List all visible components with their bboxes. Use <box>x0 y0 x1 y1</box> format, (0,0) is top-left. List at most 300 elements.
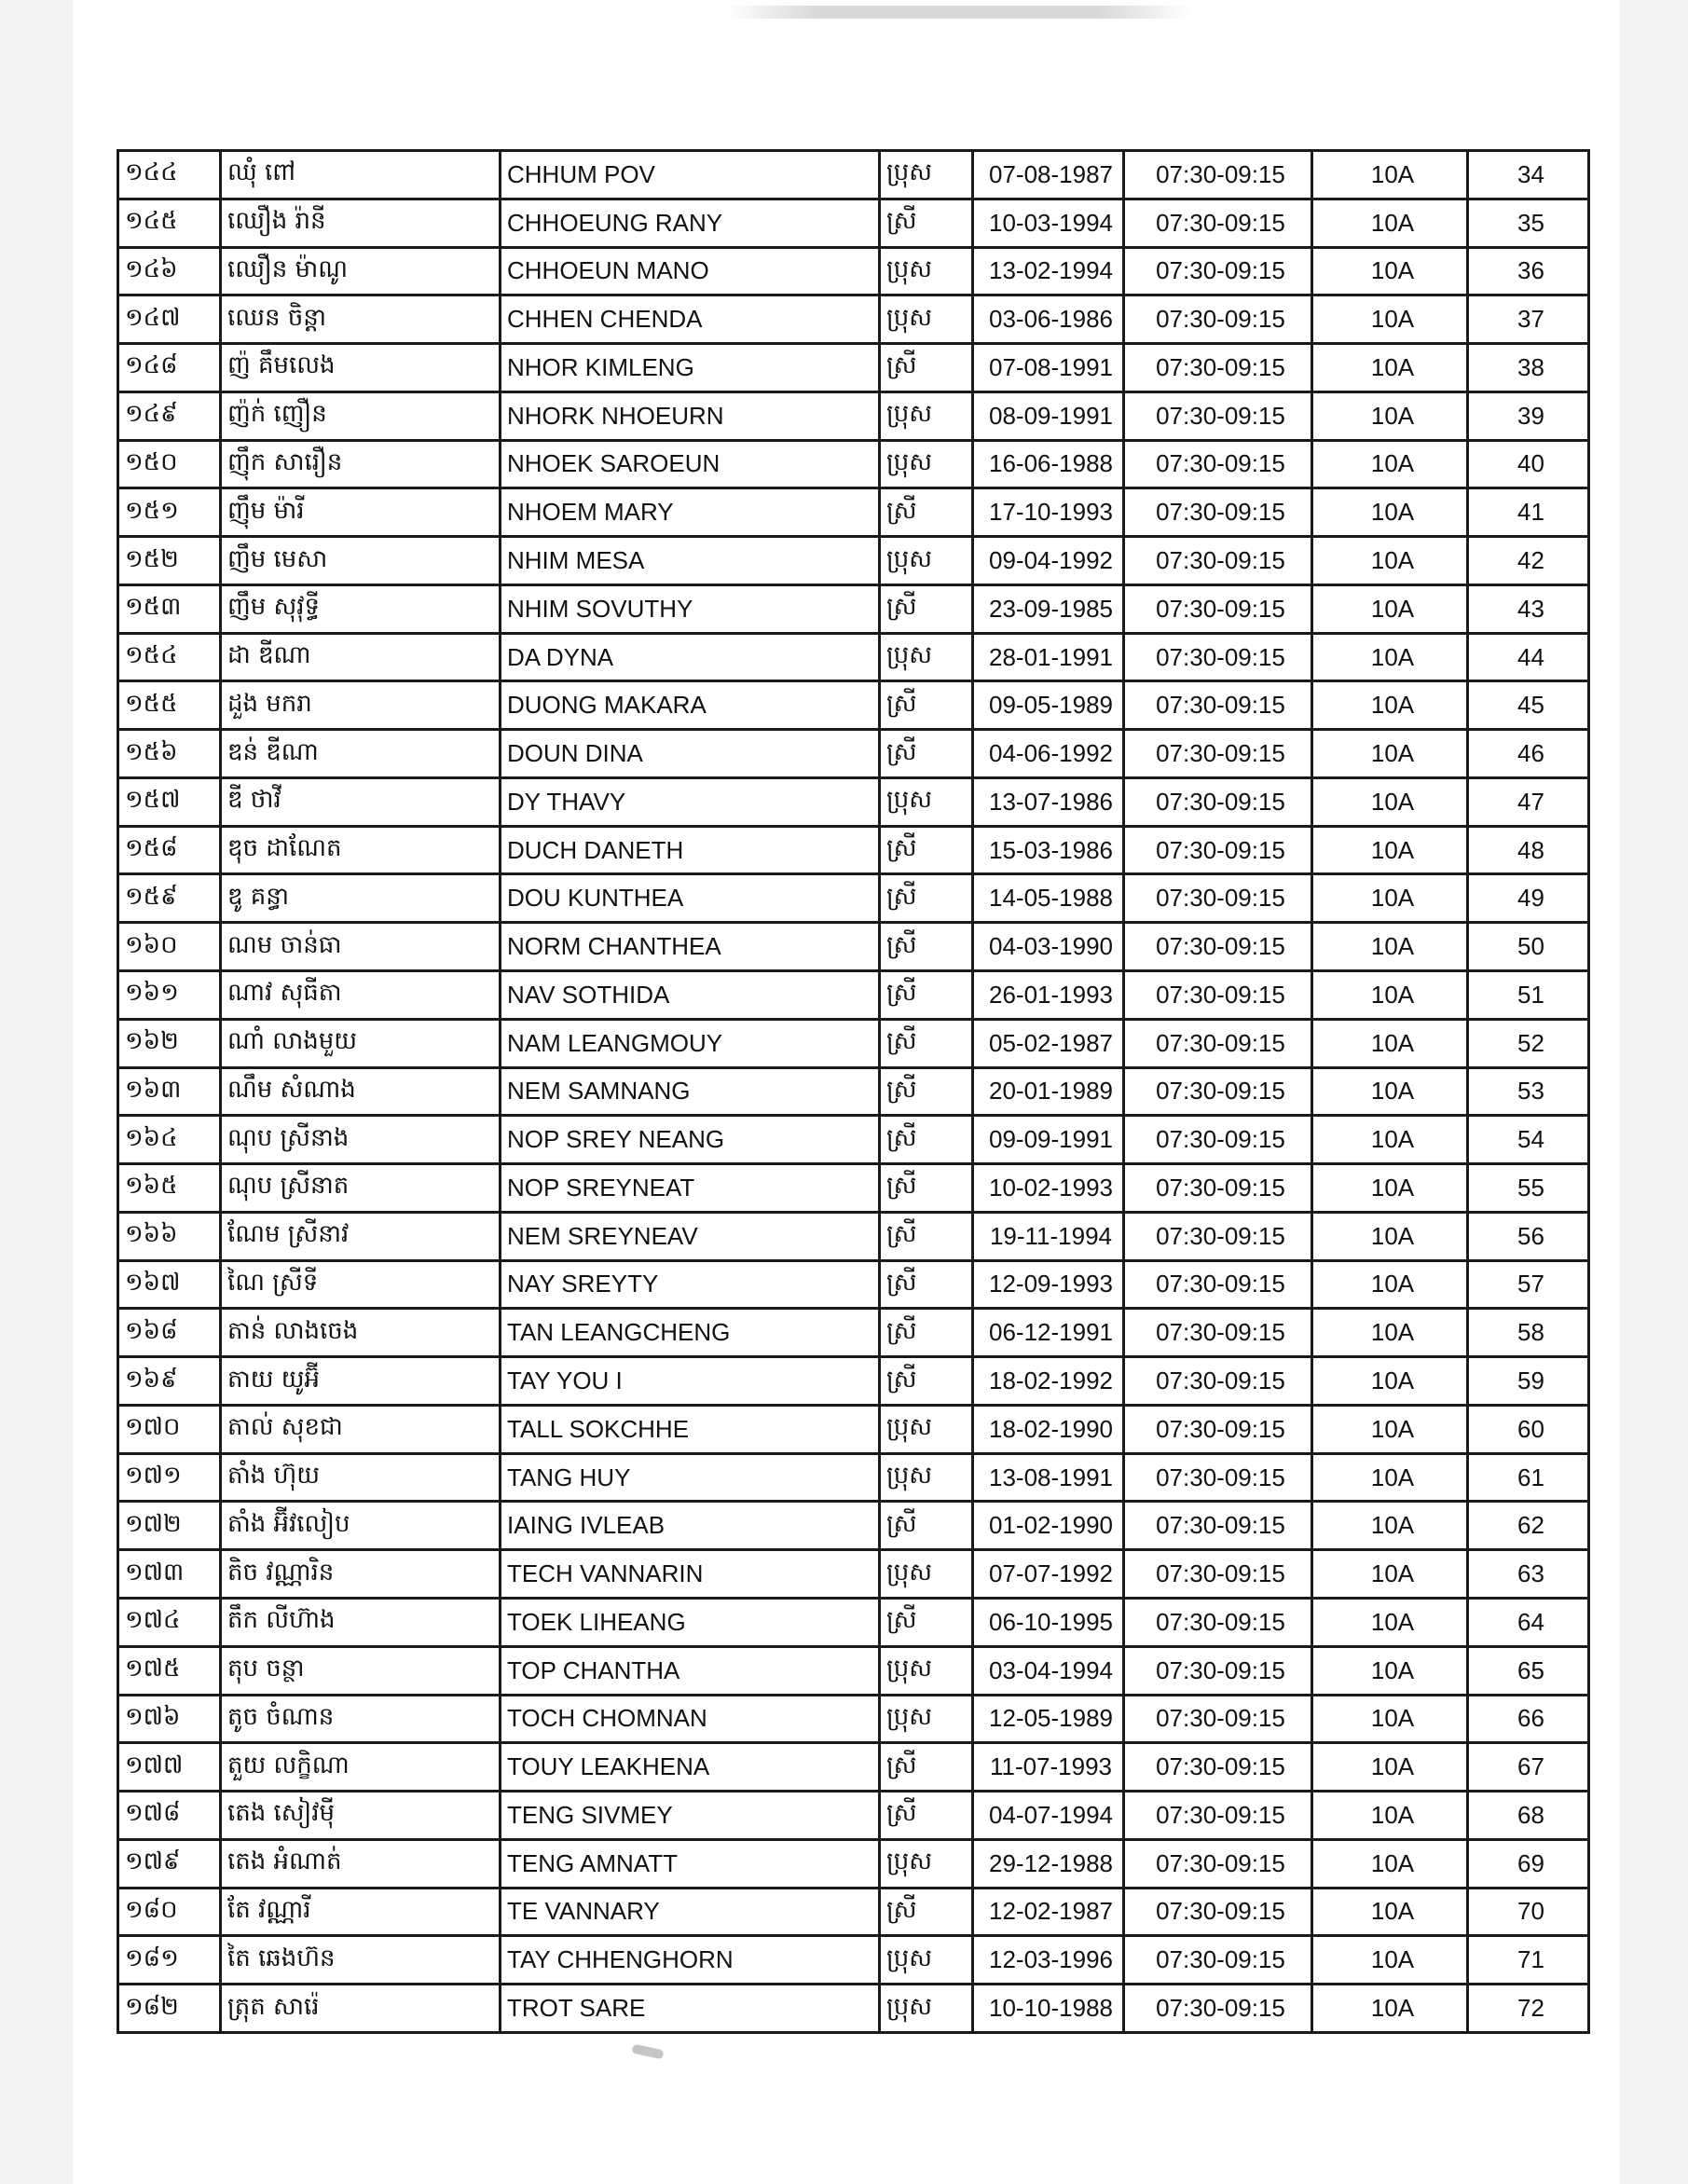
khmer-name-cell: ញឹម សុវុទ្ធី <box>221 584 501 633</box>
sex-cell: ស្រី <box>880 1502 973 1550</box>
room-cell: 10A <box>1312 199 1468 247</box>
scan-speck <box>631 2044 664 2060</box>
khmer-name-cell: ឈេន ចិន្តា <box>221 295 501 344</box>
date-of-birth-cell: 17-10-1993 <box>973 488 1124 537</box>
latin-name-cell: DOUN DINA <box>501 730 880 778</box>
khmer-name-cell: តុប ចន្ថា <box>221 1646 501 1695</box>
exam-time-cell: 07:30-09:15 <box>1124 584 1312 633</box>
row-number-cell: ១៦៨ <box>118 1309 221 1357</box>
exam-time-cell: 07:30-09:15 <box>1124 1067 1312 1116</box>
sex-cell: ប្រុស <box>880 1646 973 1695</box>
khmer-name-cell: ណុប ស្រីនាង <box>221 1116 501 1164</box>
latin-name-cell: TALL SOKCHHE <box>501 1405 880 1453</box>
room-cell: 10A <box>1312 1936 1468 1985</box>
latin-name-cell: TOEK LIHEANG <box>501 1598 880 1646</box>
room-cell: 10A <box>1312 1792 1468 1840</box>
khmer-name-cell: ដា ឌីណា <box>221 633 501 681</box>
sex-cell: ប្រុស <box>880 1839 973 1888</box>
latin-name-cell: NHOR KIMLENG <box>501 344 880 392</box>
seat-number-cell: 54 <box>1468 1116 1589 1164</box>
exam-time-cell: 07:30-09:15 <box>1124 1646 1312 1695</box>
latin-name-cell: DUONG MAKARA <box>501 681 880 730</box>
date-of-birth-cell: 13-07-1986 <box>973 777 1124 826</box>
exam-time-cell: 07:30-09:15 <box>1124 1164 1312 1213</box>
row-number-cell: ១៥៧ <box>118 777 221 826</box>
sex-cell: ស្រី <box>880 1309 973 1357</box>
exam-time-cell: 07:30-09:15 <box>1124 681 1312 730</box>
date-of-birth-cell: 23-09-1985 <box>973 584 1124 633</box>
khmer-name-cell: ណៃ ស្រីទី <box>221 1260 501 1309</box>
sex-cell: ស្រី <box>880 1212 973 1260</box>
table-row <box>118 874 1589 923</box>
table-row <box>118 1646 1589 1695</box>
row-number-cell: ១៤៦ <box>118 247 221 295</box>
khmer-name-cell: តូច ចំណាន <box>221 1695 501 1743</box>
room-cell: 10A <box>1312 1357 1468 1406</box>
table-row <box>118 971 1589 1020</box>
row-number-cell: ១៦៤ <box>118 1116 221 1164</box>
table-row <box>118 1405 1589 1453</box>
row-number-cell: ១៥១ <box>118 488 221 537</box>
date-of-birth-cell: 09-09-1991 <box>973 1116 1124 1164</box>
latin-name-cell: TAY CHHENGHORN <box>501 1936 880 1985</box>
room-cell: 10A <box>1312 247 1468 295</box>
row-number-cell: ១៨២ <box>118 1985 221 2033</box>
date-of-birth-cell: 18-02-1990 <box>973 1405 1124 1453</box>
row-number-cell: ១៤៨ <box>118 344 221 392</box>
row-number-cell: ១៧៤ <box>118 1598 221 1646</box>
room-cell: 10A <box>1312 1212 1468 1260</box>
row-number-cell: ១៥៦ <box>118 730 221 778</box>
table-row <box>118 584 1589 633</box>
latin-name-cell: DA DYNA <box>501 633 880 681</box>
room-cell: 10A <box>1312 681 1468 730</box>
exam-time-cell: 07:30-09:15 <box>1124 1019 1312 1067</box>
room-cell: 10A <box>1312 151 1468 199</box>
seat-number-cell: 49 <box>1468 874 1589 923</box>
exam-time-cell: 07:30-09:15 <box>1124 1695 1312 1743</box>
seat-number-cell: 58 <box>1468 1309 1589 1357</box>
room-cell: 10A <box>1312 1067 1468 1116</box>
seat-number-cell: 63 <box>1468 1550 1589 1599</box>
sex-cell: ប្រុស <box>880 1405 973 1453</box>
date-of-birth-cell: 28-01-1991 <box>973 633 1124 681</box>
table-row <box>118 440 1589 488</box>
date-of-birth-cell: 07-08-1987 <box>973 151 1124 199</box>
exam-time-cell: 07:30-09:15 <box>1124 1309 1312 1357</box>
seat-number-cell: 46 <box>1468 730 1589 778</box>
row-number-cell: ១៤៤ <box>118 151 221 199</box>
table-row <box>118 1550 1589 1599</box>
room-cell: 10A <box>1312 1550 1468 1599</box>
latin-name-cell: TANG HUY <box>501 1453 880 1502</box>
date-of-birth-cell: 18-02-1992 <box>973 1357 1124 1406</box>
seat-number-cell: 35 <box>1468 199 1589 247</box>
room-cell: 10A <box>1312 1695 1468 1743</box>
table-row <box>118 1212 1589 1260</box>
date-of-birth-cell: 10-02-1993 <box>973 1164 1124 1213</box>
row-number-cell: ១៥៥ <box>118 681 221 730</box>
khmer-name-cell: ណាំ លាងមួយ <box>221 1019 501 1067</box>
seat-number-cell: 59 <box>1468 1357 1589 1406</box>
latin-name-cell: DUCH DANETH <box>501 826 880 874</box>
sex-cell: ស្រី <box>880 488 973 537</box>
table-row <box>118 537 1589 585</box>
exam-time-cell: 07:30-09:15 <box>1124 826 1312 874</box>
date-of-birth-cell: 12-05-1989 <box>973 1695 1124 1743</box>
room-cell: 10A <box>1312 1309 1468 1357</box>
table-row <box>118 1164 1589 1213</box>
room-cell: 10A <box>1312 1019 1468 1067</box>
khmer-name-cell: ដួង មករា <box>221 681 501 730</box>
sex-cell: ប្រុស <box>880 440 973 488</box>
seat-number-cell: 61 <box>1468 1453 1589 1502</box>
khmer-name-cell: តេង អំណាត់ <box>221 1839 501 1888</box>
khmer-name-cell: ឌន់ ឌីណា <box>221 730 501 778</box>
room-cell: 10A <box>1312 295 1468 344</box>
sex-cell: ស្រី <box>880 874 973 923</box>
exam-time-cell: 07:30-09:15 <box>1124 1212 1312 1260</box>
sex-cell: ស្រី <box>880 1792 973 1840</box>
khmer-name-cell: តួយ លក្ខិណា <box>221 1743 501 1792</box>
exam-time-cell: 07:30-09:15 <box>1124 874 1312 923</box>
latin-name-cell: TECH VANNARIN <box>501 1550 880 1599</box>
latin-name-cell: NOP SREY NEANG <box>501 1116 880 1164</box>
latin-name-cell: NHIM SOVUTHY <box>501 584 880 633</box>
exam-time-cell: 07:30-09:15 <box>1124 1502 1312 1550</box>
latin-name-cell: CHHOEUNG RANY <box>501 199 880 247</box>
room-cell: 10A <box>1312 1405 1468 1453</box>
exam-time-cell: 07:30-09:15 <box>1124 971 1312 1020</box>
table-row <box>118 151 1589 199</box>
latin-name-cell: NOP SREYNEAT <box>501 1164 880 1213</box>
sex-cell: ស្រី <box>880 1019 973 1067</box>
room-cell: 10A <box>1312 923 1468 971</box>
room-cell: 10A <box>1312 440 1468 488</box>
exam-time-cell: 07:30-09:15 <box>1124 923 1312 971</box>
date-of-birth-cell: 04-06-1992 <box>973 730 1124 778</box>
exam-time-cell: 07:30-09:15 <box>1124 1453 1312 1502</box>
khmer-name-cell: ញឹម មេសា <box>221 537 501 585</box>
table-row <box>118 1502 1589 1550</box>
table-row <box>118 1309 1589 1357</box>
row-number-cell: ១៥៩ <box>118 874 221 923</box>
date-of-birth-cell: 13-08-1991 <box>973 1453 1124 1502</box>
room-cell: 10A <box>1312 1164 1468 1213</box>
seat-number-cell: 57 <box>1468 1260 1589 1309</box>
row-number-cell: ១៨១ <box>118 1936 221 1985</box>
table-row <box>118 1888 1589 1936</box>
khmer-name-cell: ឌុច ដាណែត <box>221 826 501 874</box>
sex-cell: ស្រី <box>880 1164 973 1213</box>
sex-cell: ប្រុស <box>880 777 973 826</box>
row-number-cell: ១៧៨ <box>118 1792 221 1840</box>
latin-name-cell: NHOEM MARY <box>501 488 880 537</box>
exam-time-cell: 07:30-09:15 <box>1124 537 1312 585</box>
room-cell: 10A <box>1312 730 1468 778</box>
row-number-cell: ១៨០ <box>118 1888 221 1936</box>
room-cell: 10A <box>1312 826 1468 874</box>
table-row <box>118 1116 1589 1164</box>
seat-number-cell: 72 <box>1468 1985 1589 2033</box>
date-of-birth-cell: 16-06-1988 <box>973 440 1124 488</box>
seat-number-cell: 37 <box>1468 295 1589 344</box>
date-of-birth-cell: 09-05-1989 <box>973 681 1124 730</box>
khmer-name-cell: ញ៉ឹម ម៉ារី <box>221 488 501 537</box>
sex-cell: ស្រី <box>880 923 973 971</box>
room-cell: 10A <box>1312 537 1468 585</box>
date-of-birth-cell: 12-09-1993 <box>973 1260 1124 1309</box>
table-row <box>118 633 1589 681</box>
exam-time-cell: 07:30-09:15 <box>1124 440 1312 488</box>
sex-cell: ស្រី <box>880 971 973 1020</box>
seat-number-cell: 67 <box>1468 1743 1589 1792</box>
table-row <box>118 923 1589 971</box>
table-row <box>118 826 1589 874</box>
table-row <box>118 1019 1589 1067</box>
sex-cell: ស្រី <box>880 344 973 392</box>
date-of-birth-cell: 13-02-1994 <box>973 247 1124 295</box>
seat-number-cell: 41 <box>1468 488 1589 537</box>
table-row <box>118 295 1589 344</box>
date-of-birth-cell: 06-10-1995 <box>973 1598 1124 1646</box>
latin-name-cell: NEM SAMNANG <box>501 1067 880 1116</box>
exam-time-cell: 07:30-09:15 <box>1124 1550 1312 1599</box>
table-row <box>118 199 1589 247</box>
date-of-birth-cell: 04-07-1994 <box>973 1792 1124 1840</box>
table-row <box>118 247 1589 295</box>
sex-cell: ប្រុស <box>880 391 973 440</box>
room-cell: 10A <box>1312 1502 1468 1550</box>
khmer-name-cell: តាំង ហ៊ុយ <box>221 1453 501 1502</box>
latin-name-cell: TAY YOU I <box>501 1357 880 1406</box>
latin-name-cell: NHORK NHOEURN <box>501 391 880 440</box>
latin-name-cell: NHOEK SAROEUN <box>501 440 880 488</box>
sex-cell: ប្រុស <box>880 295 973 344</box>
seat-number-cell: 56 <box>1468 1212 1589 1260</box>
exam-time-cell: 07:30-09:15 <box>1124 151 1312 199</box>
seat-number-cell: 47 <box>1468 777 1589 826</box>
khmer-name-cell: តៃ ឆេងហ៊ន <box>221 1936 501 1985</box>
table-row <box>118 1357 1589 1406</box>
room-cell: 10A <box>1312 1260 1468 1309</box>
table-row <box>118 1936 1589 1985</box>
khmer-name-cell: ណឹម សំណាង <box>221 1067 501 1116</box>
latin-name-cell: TENG AMNATT <box>501 1839 880 1888</box>
khmer-name-cell: ណែម ស្រីនាវ <box>221 1212 501 1260</box>
seat-number-cell: 44 <box>1468 633 1589 681</box>
seat-number-cell: 64 <box>1468 1598 1589 1646</box>
seat-number-cell: 38 <box>1468 344 1589 392</box>
exam-time-cell: 07:30-09:15 <box>1124 199 1312 247</box>
khmer-name-cell: ណុប ស្រីនាត <box>221 1164 501 1213</box>
khmer-name-cell: ឈឿន ម៉ាណូ <box>221 247 501 295</box>
latin-name-cell: TOCH CHOMNAN <box>501 1695 880 1743</box>
row-number-cell: ១៧៥ <box>118 1646 221 1695</box>
sex-cell: ស្រី <box>880 826 973 874</box>
date-of-birth-cell: 19-11-1994 <box>973 1212 1124 1260</box>
khmer-name-cell: ណម ចាន់ធា <box>221 923 501 971</box>
exam-time-cell: 07:30-09:15 <box>1124 1260 1312 1309</box>
exam-time-cell: 07:30-09:15 <box>1124 633 1312 681</box>
khmer-name-cell: ត្រុត សារ៉េ <box>221 1985 501 2033</box>
seat-number-cell: 62 <box>1468 1502 1589 1550</box>
table-row <box>118 777 1589 826</box>
exam-time-cell: 07:30-09:15 <box>1124 1743 1312 1792</box>
date-of-birth-cell: 07-07-1992 <box>973 1550 1124 1599</box>
sex-cell: ប្រុស <box>880 1550 973 1599</box>
row-number-cell: ១៥៣ <box>118 584 221 633</box>
sex-cell: ប្រុស <box>880 537 973 585</box>
row-number-cell: ១៤៩ <box>118 391 221 440</box>
sex-cell: ស្រី <box>880 1116 973 1164</box>
seat-number-cell: 52 <box>1468 1019 1589 1067</box>
sex-cell: ស្រី <box>880 1743 973 1792</box>
row-number-cell: ១៧០ <box>118 1405 221 1453</box>
table-row <box>118 1453 1589 1502</box>
sex-cell: ស្រី <box>880 681 973 730</box>
date-of-birth-cell: 10-10-1988 <box>973 1985 1124 2033</box>
date-of-birth-cell: 08-09-1991 <box>973 391 1124 440</box>
date-of-birth-cell: 14-05-1988 <box>973 874 1124 923</box>
exam-time-cell: 07:30-09:15 <box>1124 1985 1312 2033</box>
room-cell: 10A <box>1312 633 1468 681</box>
row-number-cell: ១៦២ <box>118 1019 221 1067</box>
exam-time-cell: 07:30-09:15 <box>1124 344 1312 392</box>
row-number-cell: ១៧៧ <box>118 1743 221 1792</box>
sex-cell: ស្រី <box>880 199 973 247</box>
latin-name-cell: DOU KUNTHEA <box>501 874 880 923</box>
row-number-cell: ១៦៩ <box>118 1357 221 1406</box>
sex-cell: ប្រុស <box>880 151 973 199</box>
table-row <box>118 488 1589 537</box>
latin-name-cell: DY THAVY <box>501 777 880 826</box>
date-of-birth-cell: 03-06-1986 <box>973 295 1124 344</box>
table-row <box>118 1260 1589 1309</box>
row-number-cell: ១៤៧ <box>118 295 221 344</box>
khmer-name-cell: តាំង អ៊ីវលៀប <box>221 1502 501 1550</box>
seat-number-cell: 65 <box>1468 1646 1589 1695</box>
faded-header-text <box>725 6 1191 19</box>
latin-name-cell: TROT SARE <box>501 1985 880 2033</box>
seat-number-cell: 71 <box>1468 1936 1589 1985</box>
table-row <box>118 391 1589 440</box>
table-row <box>118 1985 1589 2033</box>
table-row <box>118 1792 1589 1840</box>
exam-time-cell: 07:30-09:15 <box>1124 1357 1312 1406</box>
khmer-name-cell: ណាវ សុធីតា <box>221 971 501 1020</box>
seat-number-cell: 68 <box>1468 1792 1589 1840</box>
latin-name-cell: NAV SOTHIDA <box>501 971 880 1020</box>
sex-cell: ស្រី <box>880 1598 973 1646</box>
room-cell: 10A <box>1312 584 1468 633</box>
sex-cell: ស្រី <box>880 1888 973 1936</box>
row-number-cell: ១៤៥ <box>118 199 221 247</box>
room-cell: 10A <box>1312 971 1468 1020</box>
row-number-cell: ១៦៦ <box>118 1212 221 1260</box>
seat-number-cell: 70 <box>1468 1888 1589 1936</box>
sex-cell: ស្រី <box>880 584 973 633</box>
table-row <box>118 681 1589 730</box>
date-of-birth-cell: 04-03-1990 <box>973 923 1124 971</box>
date-of-birth-cell: 06-12-1991 <box>973 1309 1124 1357</box>
seat-number-cell: 66 <box>1468 1695 1589 1743</box>
room-cell: 10A <box>1312 1839 1468 1888</box>
exam-time-cell: 07:30-09:15 <box>1124 1888 1312 1936</box>
row-number-cell: ១៧២ <box>118 1502 221 1550</box>
seat-number-cell: 36 <box>1468 247 1589 295</box>
seat-number-cell: 60 <box>1468 1405 1589 1453</box>
seat-number-cell: 50 <box>1468 923 1589 971</box>
row-number-cell: ១៧៩ <box>118 1839 221 1888</box>
row-number-cell: ១៥៤ <box>118 633 221 681</box>
sex-cell: ប្រុស <box>880 1695 973 1743</box>
sex-cell: ប្រុស <box>880 1936 973 1985</box>
row-number-cell: ១៦០ <box>118 923 221 971</box>
exam-time-cell: 07:30-09:15 <box>1124 391 1312 440</box>
khmer-name-cell: ញ៉ក់ ញឿន <box>221 391 501 440</box>
exam-time-cell: 07:30-09:15 <box>1124 777 1312 826</box>
row-number-cell: ១៦១ <box>118 971 221 1020</box>
room-cell: 10A <box>1312 874 1468 923</box>
khmer-name-cell: ញ៉ឹក សារឿន <box>221 440 501 488</box>
khmer-name-cell: តិច វណ្ណារិន <box>221 1550 501 1599</box>
exam-time-cell: 07:30-09:15 <box>1124 1792 1312 1840</box>
khmer-name-cell: តាយ យូអ៊ី <box>221 1357 501 1406</box>
date-of-birth-cell: 20-01-1989 <box>973 1067 1124 1116</box>
room-cell: 10A <box>1312 488 1468 537</box>
table-row <box>118 1695 1589 1743</box>
date-of-birth-cell: 10-03-1994 <box>973 199 1124 247</box>
latin-name-cell: TE VANNARY <box>501 1888 880 1936</box>
table-row <box>118 1067 1589 1116</box>
seat-number-cell: 53 <box>1468 1067 1589 1116</box>
row-number-cell: ១៥៨ <box>118 826 221 874</box>
table-row <box>118 1839 1589 1888</box>
date-of-birth-cell: 26-01-1993 <box>973 971 1124 1020</box>
khmer-name-cell: ឌី ថាវី <box>221 777 501 826</box>
exam-time-cell: 07:30-09:15 <box>1124 247 1312 295</box>
date-of-birth-cell: 29-12-1988 <box>973 1839 1124 1888</box>
latin-name-cell: TAN LEANGCHENG <box>501 1309 880 1357</box>
latin-name-cell: CHHEN CHENDA <box>501 295 880 344</box>
table-row <box>118 344 1589 392</box>
table-row <box>118 1743 1589 1792</box>
exam-time-cell: 07:30-09:15 <box>1124 1405 1312 1453</box>
date-of-birth-cell: 12-03-1996 <box>973 1936 1124 1985</box>
sex-cell: ប្រុស <box>880 1985 973 2033</box>
date-of-birth-cell: 11-07-1993 <box>973 1743 1124 1792</box>
seat-number-cell: 69 <box>1468 1839 1589 1888</box>
table-row <box>118 1598 1589 1646</box>
seat-number-cell: 55 <box>1468 1164 1589 1213</box>
row-number-cell: ១៦៧ <box>118 1260 221 1309</box>
latin-name-cell: TOP CHANTHA <box>501 1646 880 1695</box>
seat-number-cell: 51 <box>1468 971 1589 1020</box>
date-of-birth-cell: 07-08-1991 <box>973 344 1124 392</box>
khmer-name-cell: តាន់ លាងចេង <box>221 1309 501 1357</box>
sex-cell: ប្រុស <box>880 1453 973 1502</box>
room-cell: 10A <box>1312 1598 1468 1646</box>
sex-cell: ស្រី <box>880 1357 973 1406</box>
room-cell: 10A <box>1312 344 1468 392</box>
room-cell: 10A <box>1312 1453 1468 1502</box>
candidate-roster-table <box>117 149 1590 2034</box>
latin-name-cell: IAING IVLEAB <box>501 1502 880 1550</box>
date-of-birth-cell: 09-04-1992 <box>973 537 1124 585</box>
date-of-birth-cell: 01-02-1990 <box>973 1502 1124 1550</box>
latin-name-cell: TENG SIVMEY <box>501 1792 880 1840</box>
